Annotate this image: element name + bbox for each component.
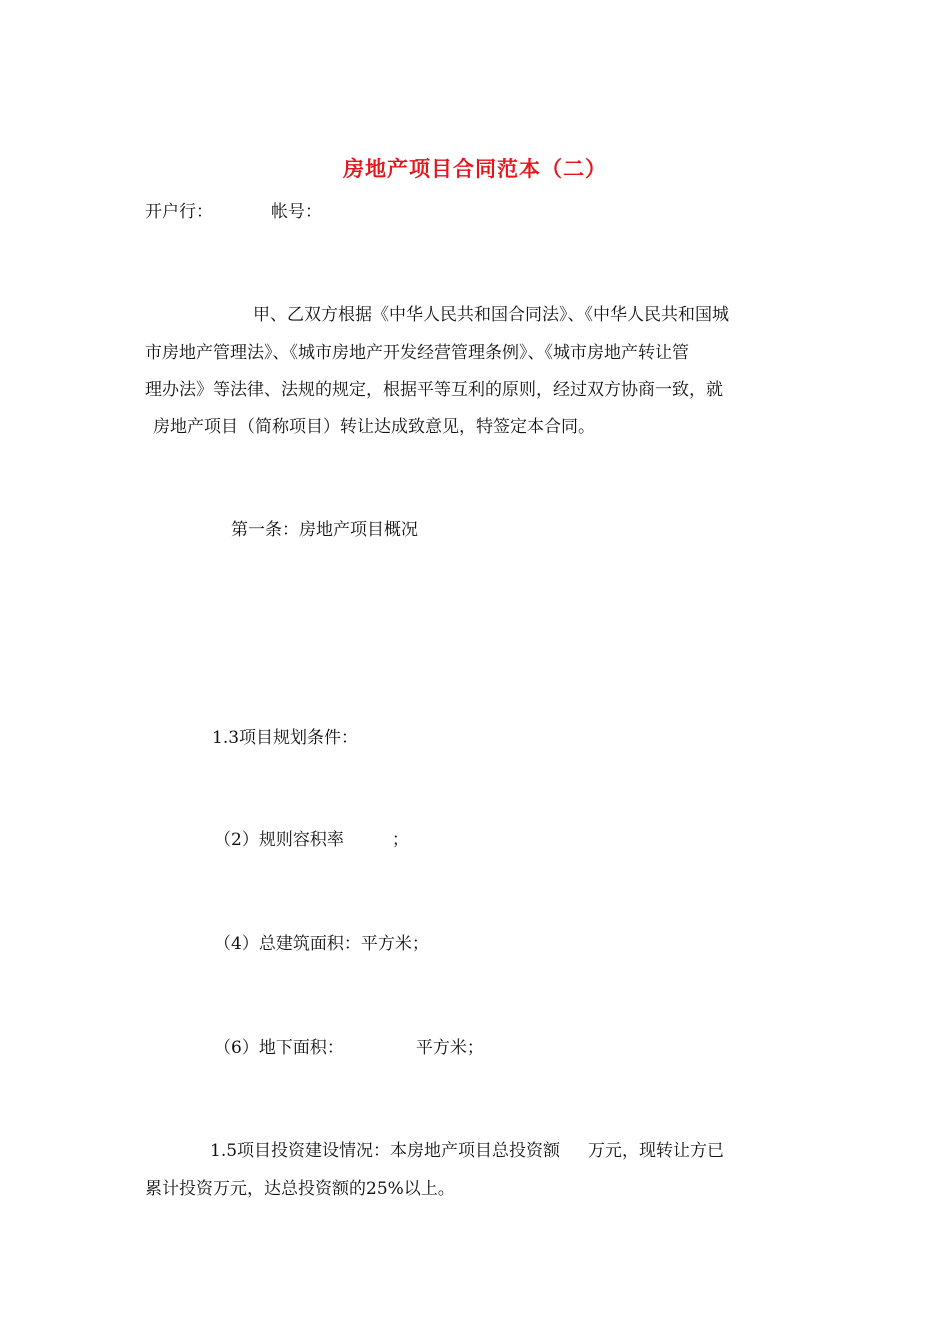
item-2-end: ； — [391, 830, 409, 850]
document-title: 房地产项目合同范本（二） — [343, 156, 607, 181]
preamble-line-2: 市房地产管理法》、《城市房地产开发经营管理条例》、《城市房地产转让管 — [145, 343, 689, 363]
item-1-3: 1.3项目规划条件： — [212, 728, 359, 748]
item-1-5-part-b: 万元，现转让方已 — [588, 1141, 725, 1161]
item-4: （4）总建筑面积：平方米； — [214, 934, 429, 954]
article-1-heading: 第一条：房地产项目概况 — [231, 520, 418, 540]
account-label: 帐号： — [271, 202, 322, 222]
preamble-line-3: 理办法》等法律、法规的规定，根据平等互利的原则，经过双方协商一致，就 — [145, 380, 723, 400]
item-1-5-line-1 — [210, 1139, 724, 1163]
preamble-line-1: 甲、乙双方根据《中华人民共和国合同法》、《中华人民共和国城 — [253, 305, 729, 325]
bank-account-line — [145, 200, 322, 224]
item-6-label: （6）地下面积： — [214, 1038, 344, 1058]
bank-label: 开户行： — [145, 202, 213, 222]
item-2-label: （2）规则容积率 — [214, 830, 344, 850]
item-6-unit: 平方米； — [415, 1038, 484, 1058]
item-1-5-line-2: 累计投资万元，达总投资额的25%以上。 — [145, 1179, 455, 1199]
preamble-line-4: 房地产项目（简称项目）转让达成致意见，特签定本合同。 — [153, 417, 595, 437]
item-6 — [214, 1036, 484, 1060]
item-2 — [214, 828, 409, 852]
item-1-5-part-a: 1.5项目投资建设情况：本房地产项目总投资额 — [210, 1141, 561, 1161]
